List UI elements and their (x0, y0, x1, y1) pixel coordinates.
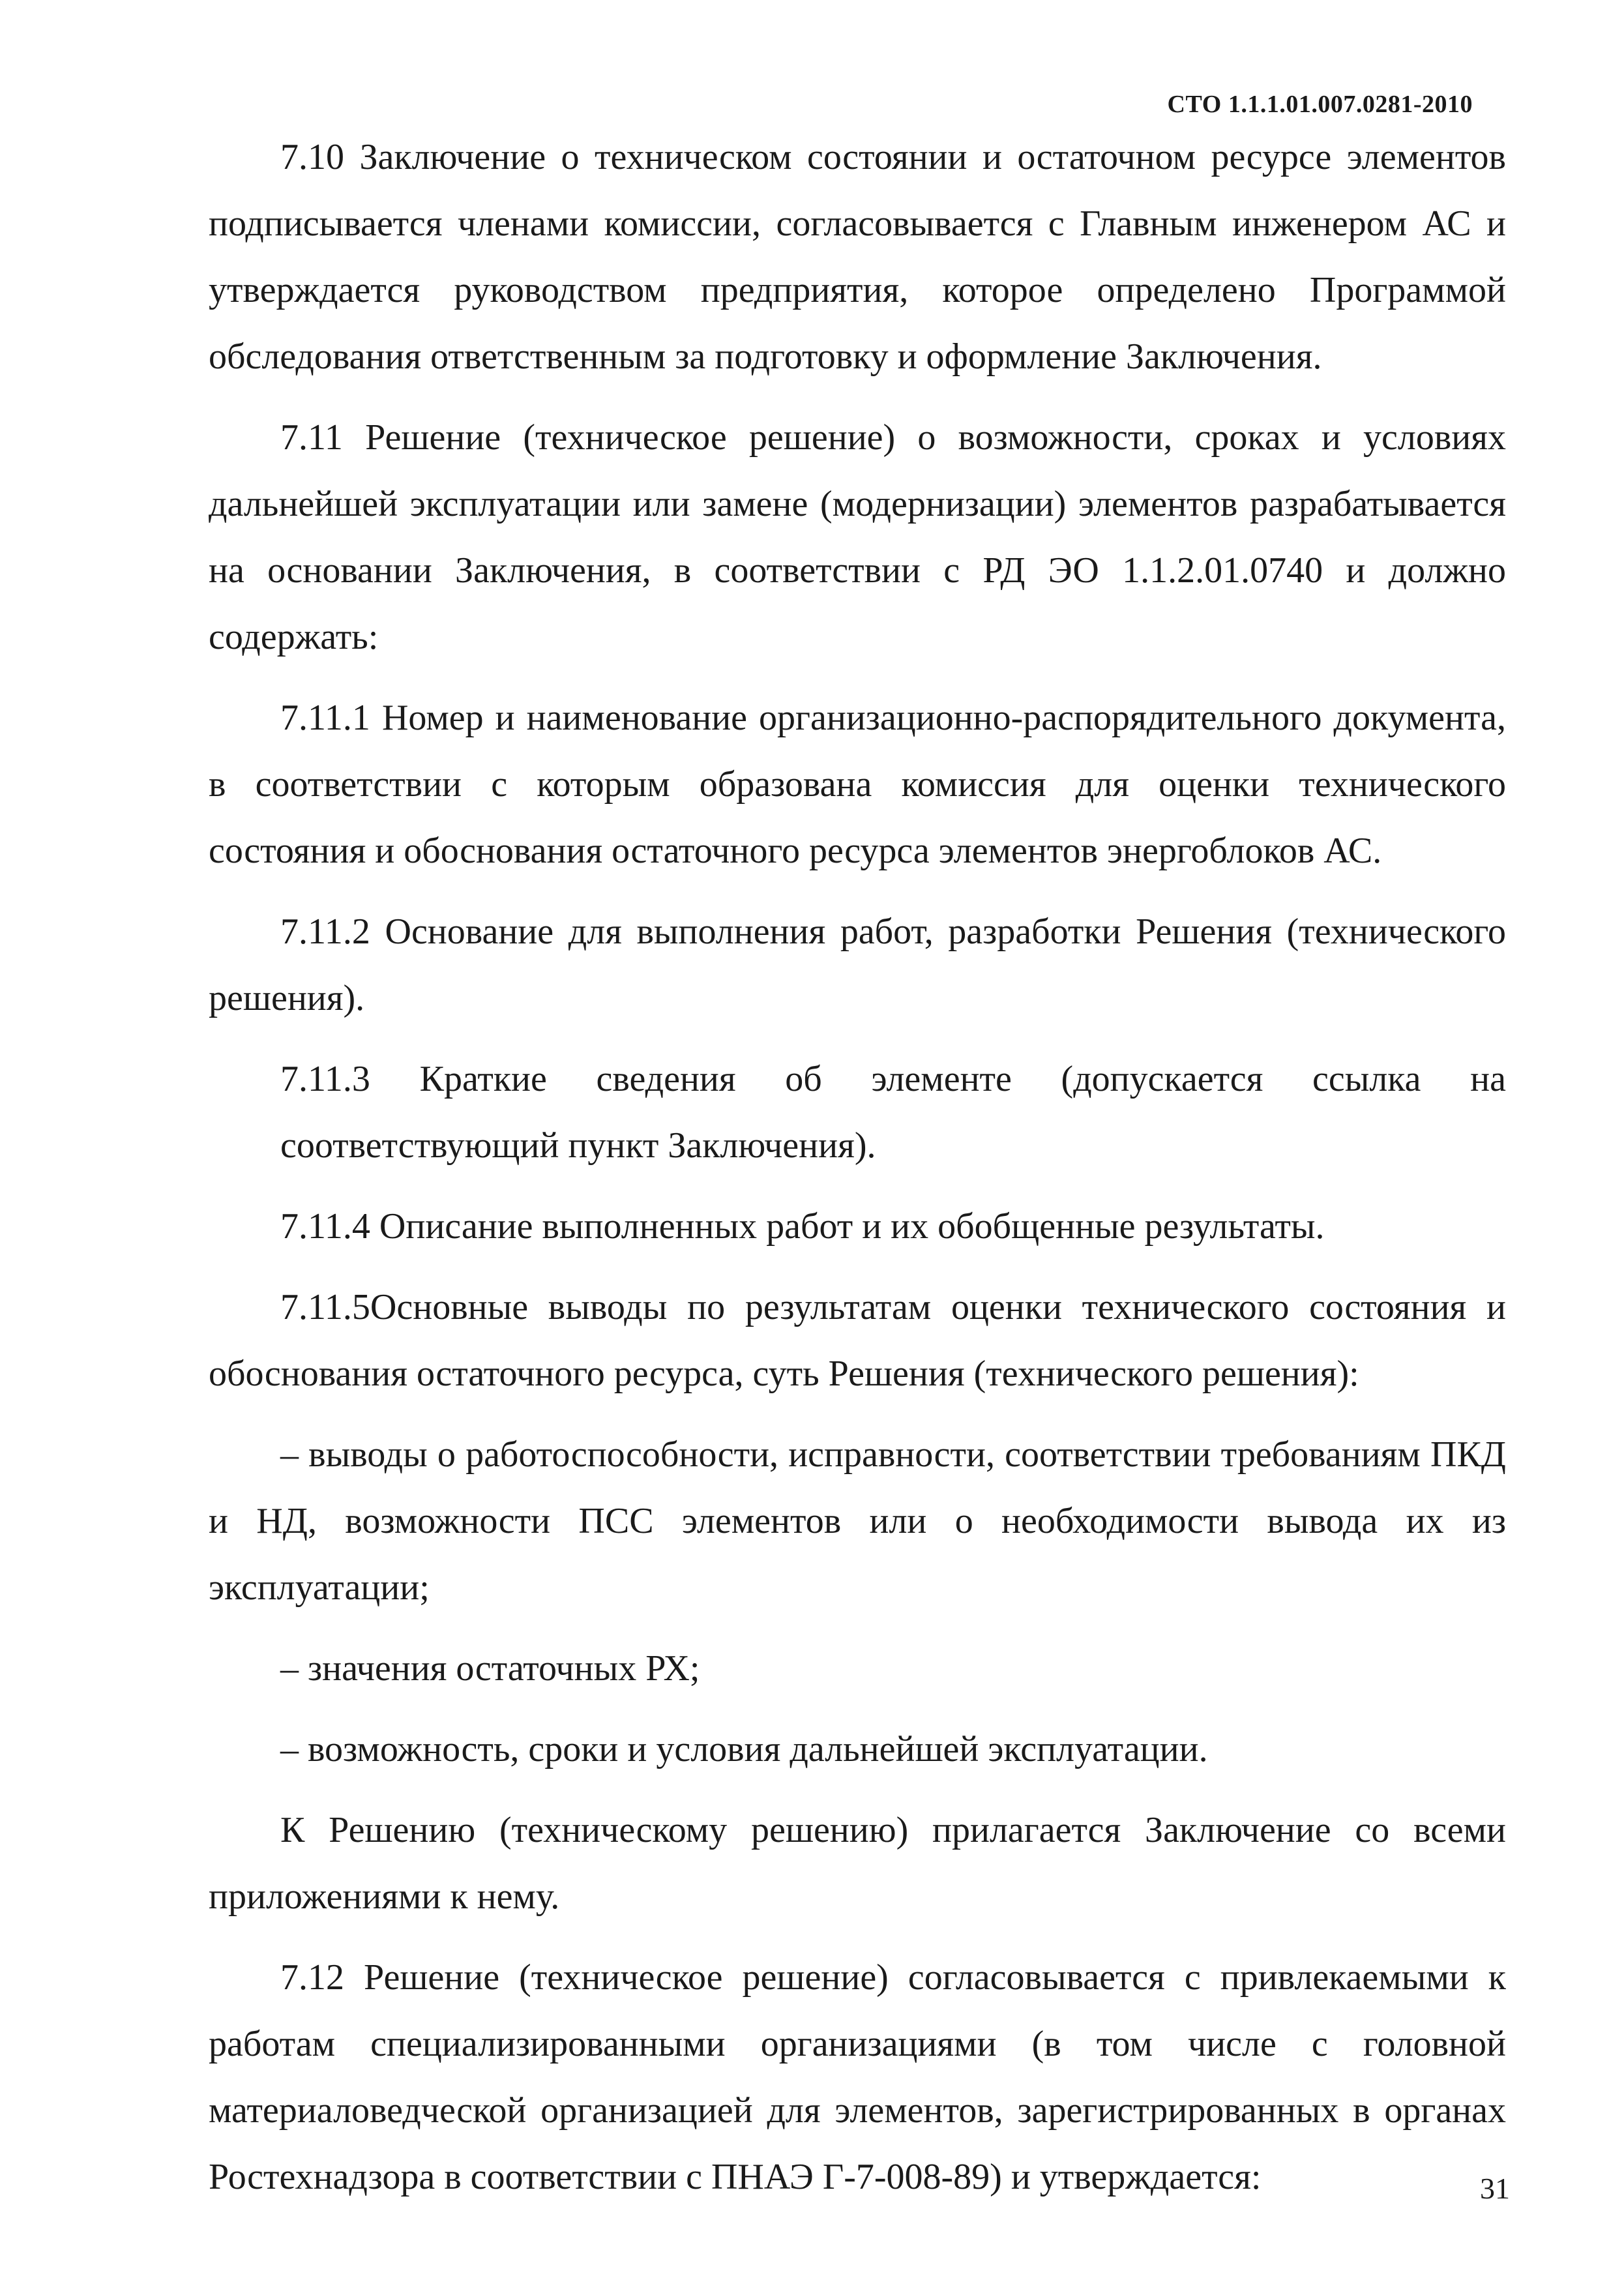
list-item-conclusions: – выводы о работоспособности, исправности, соответствии требованиям ПКД и НД, возможности ПСС элементов или о необходимости вывода их из эксплуатации; (209, 1434, 1506, 1608)
document-code-header: СТО 1.1.1.01.007.0281-2010 (1167, 91, 1473, 118)
paragraph-7-10: 7.10 Заключение о техническом состоянии и остаточном ресурсе элементов подписывается членами комиссии, согласовывается с Главным инженером АС и утверждается руководством предприятия, которое определено Программой обследования ответственным за подготовку и оформление Заключения. (209, 137, 1506, 377)
list-item-residual-values: – значения остаточных РХ; (280, 1648, 700, 1689)
paragraph-7-11-3: 7.11.3 Краткие сведения об элементе (допускается ссылка на соответствующий пункт Заключения). (280, 1059, 1506, 1166)
document-body (209, 124, 1506, 2210)
paragraph-7-11-1: 7.11.1 Номер и наименование организационно-распорядительного документа, в соответствии с которым образована комиссия для оценки технического состояния и обоснования остаточного ресурса элементов энергоблоков АС. (209, 698, 1506, 871)
paragraph-7-12: 7.12 Решение (техническое решение) согласовывается с привлекаемыми к работам специализированными организациями (в том числе с головной материаловедческой организацией для элементов, зарегистрированных в органах Ростехнадзора в соответствии с ПНАЭ Г-7-008-89) и утверждается: (209, 1957, 1506, 2197)
paragraph-7-11-4: 7.11.4 Описание выполненных работ и их обобщенные результаты. (280, 1206, 1325, 1247)
paragraph-attachment-note: К Решению (техническому решению) прилагается Заключение со всеми приложениями к нему. (209, 1810, 1506, 1917)
paragraph-7-11: 7.11 Решение (техническое решение) о возможности, сроках и условиях дальнейшей эксплуатации или замене (модернизации) элементов разрабатывается на основании Заключения, в соответствии с РД ЭО 1.1.2.01.0740 и должно содержать: (209, 417, 1506, 657)
page-number: 31 (1480, 2172, 1510, 2205)
list-item-operation-terms: – возможность, сроки и условия дальнейшей эксплуатации. (280, 1729, 1208, 1769)
paragraph-7-11-5: 7.11.5Основные выводы по результатам оценки технического состояния и обоснования остаточного ресурса, суть Решения (технического решения): (209, 1287, 1506, 1394)
paragraph-7-11-2: 7.11.2 Основание для выполнения работ, разработки Решения (технического решения). (209, 911, 1506, 1018)
